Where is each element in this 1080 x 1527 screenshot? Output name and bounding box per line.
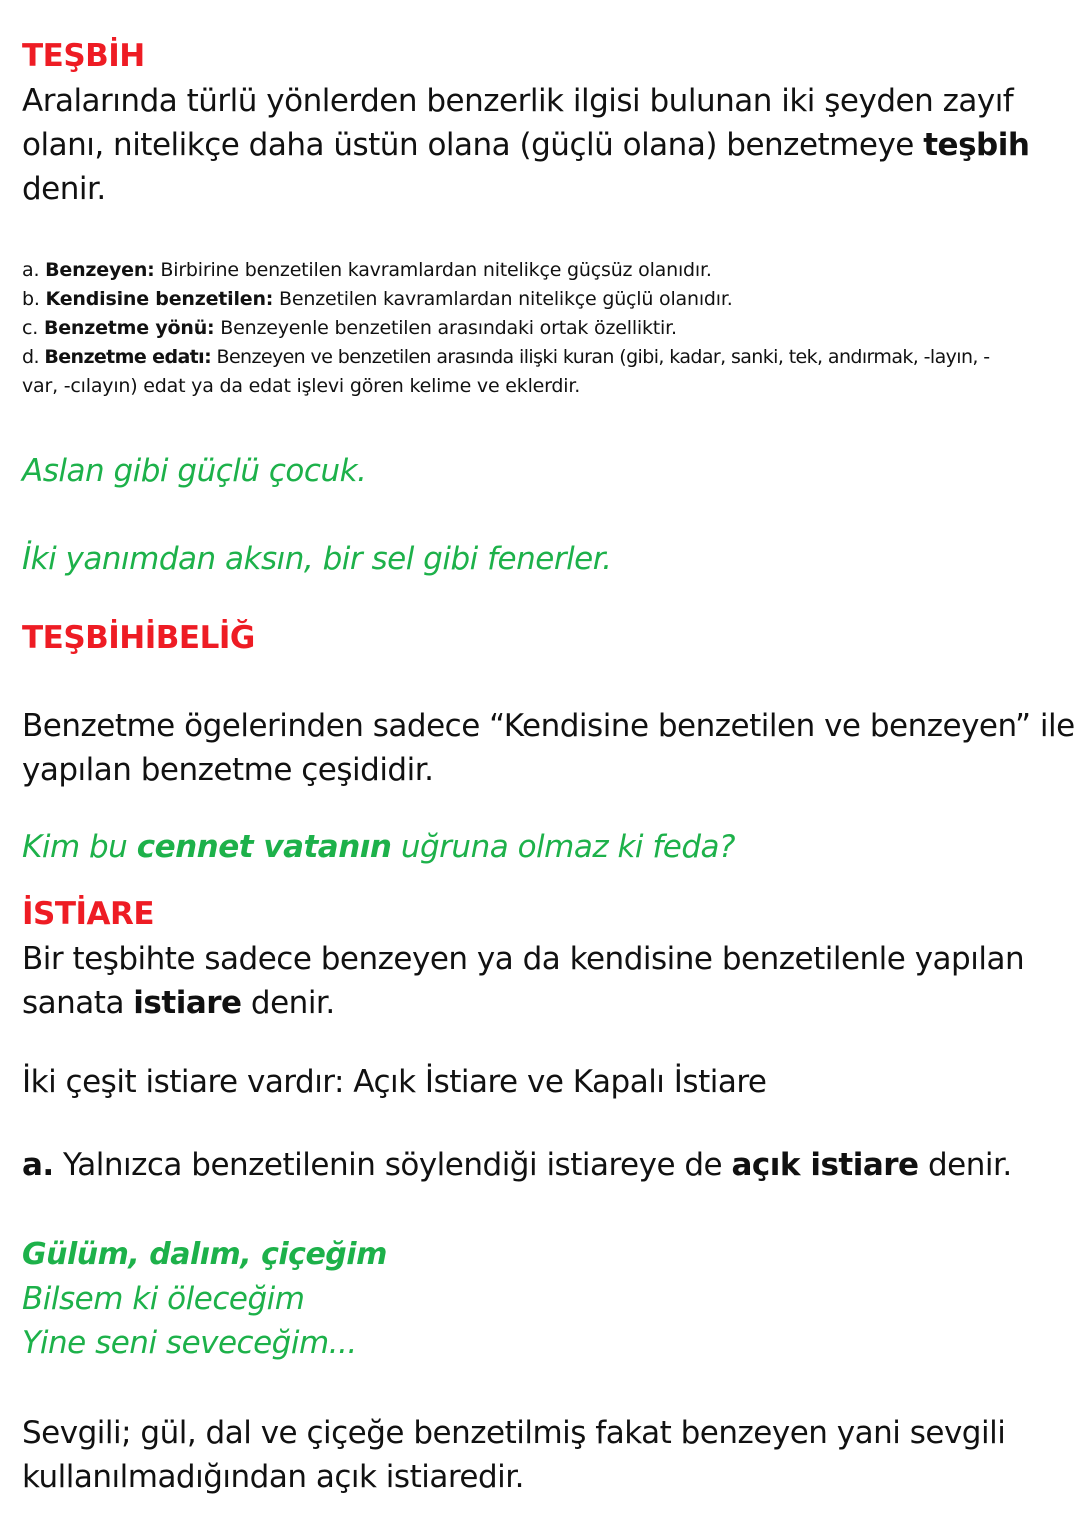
list-item-term: Kendisine benzetilen: — [45, 288, 274, 310]
poem-example — [22, 1233, 387, 1365]
acik-istiare-definition — [22, 1143, 1012, 1187]
tesbih-definition — [22, 79, 1029, 211]
tesbih-def-term: teşbih — [923, 127, 1030, 163]
list-item-term: Benzetme edatı: — [44, 346, 212, 368]
acik-istiare-text: Yalnızca benzetilenin söylendiği istiareye de — [53, 1147, 732, 1183]
heading-tesbihi-belig: TEŞBİHİBELİĞ — [22, 620, 255, 656]
istiare-def-text: denir. — [241, 985, 335, 1021]
tesbih-example-2: İki yanımdan aksın, bir sel gibi fenerler. — [22, 541, 612, 577]
example-text: Kim bu — [22, 829, 137, 865]
istiare-types: İki çeşit istiare vardır: Açık İstiare ve Kapalı İstiare — [22, 1064, 767, 1100]
heading-tesbih: TEŞBİH — [22, 38, 145, 74]
acik-istiare-term: açık istiare — [731, 1147, 919, 1183]
list-item-prefix: b. — [22, 288, 46, 310]
list-item-prefix: d. — [22, 346, 45, 368]
list-item-text: Benzeyenle benzetilen arasındaki ortak özelliktir. — [214, 317, 677, 339]
poem-line: Yine seni seveceğim... — [22, 1325, 357, 1361]
tesbih-def-line-1: Aralarında türlü yönlerden benzerlik ilgisi bulunan iki şeyden zayıf — [22, 83, 1014, 119]
list-item-text: Benzeyen ve benzetilen arasında ilişki kuran (gibi, kadar, sanki, tek, andırmak, -layın, - — [211, 346, 990, 368]
tesbih-def-line-2 — [22, 123, 1029, 167]
list-item-term: Benzeyen: — [45, 259, 155, 281]
list-item — [22, 285, 990, 314]
list-item — [22, 314, 990, 343]
tesbih-def-line-3: denir. — [22, 171, 106, 207]
list-item-text: Birbirine benzetilen kavramlardan nitelikçe güçsüz olanıdır. — [154, 259, 712, 281]
istiare-explanation — [22, 1411, 1005, 1499]
list-item-term: Benzetme yönü: — [43, 317, 215, 339]
acik-istiare-text: denir. — [918, 1147, 1012, 1183]
explanation-line-2: kullanılmadığından açık istiaredir. — [22, 1459, 525, 1495]
tesbih-example-1: Aslan gibi güçlü çocuk. — [22, 453, 367, 489]
tesbihi-belig-definition — [22, 704, 1075, 792]
list-item-prefix: c. — [22, 317, 44, 339]
example-emphasis: cennet vatanın — [136, 829, 392, 865]
istiare-def-term: istiare — [133, 985, 242, 1021]
istiare-def-line-2 — [22, 981, 1024, 1025]
tesbih-def-text: olanı, nitelikçe daha üstün olana (güçlü olana) benzetmeye — [22, 127, 924, 163]
list-item-prefix: a. — [22, 1147, 54, 1183]
istiare-definition — [22, 937, 1024, 1025]
explanation-line-1: Sevgili; gül, dal ve çiçeğe benzetilmiş fakat benzeyen yani sevgili — [22, 1415, 1006, 1451]
istiare-def-text: sanata — [22, 985, 134, 1021]
list-item-prefix: a. — [22, 259, 46, 281]
heading-istiare: İSTİARE — [22, 896, 155, 932]
tesbih-elements-list — [22, 256, 990, 401]
poem-line: Bilsem ki öleceğim — [22, 1281, 305, 1317]
example-text: uğruna olmaz ki feda? — [391, 829, 736, 865]
list-item — [22, 256, 990, 285]
belig-def-line-2: yapılan benzetme çeşididir. — [22, 752, 434, 788]
istiare-def-line-1: Bir teşbihte sadece benzeyen ya da kendisine benzetilenle yapılan — [22, 941, 1025, 977]
list-item-text: Benzetilen kavramlardan nitelikçe güçlü olanıdır. — [273, 288, 733, 310]
belig-def-line-1: Benzetme ögelerinden sadece “Kendisine benzetilen ve benzeyen” ile — [22, 708, 1075, 744]
poem-line: Gülüm, dalım, çiçeğim — [22, 1237, 387, 1272]
list-item — [22, 343, 990, 372]
tesbihi-belig-example — [22, 825, 735, 869]
list-item-continuation: var, -cılayın) edat ya da edat işlevi gören kelime ve eklerdir. — [22, 375, 581, 397]
